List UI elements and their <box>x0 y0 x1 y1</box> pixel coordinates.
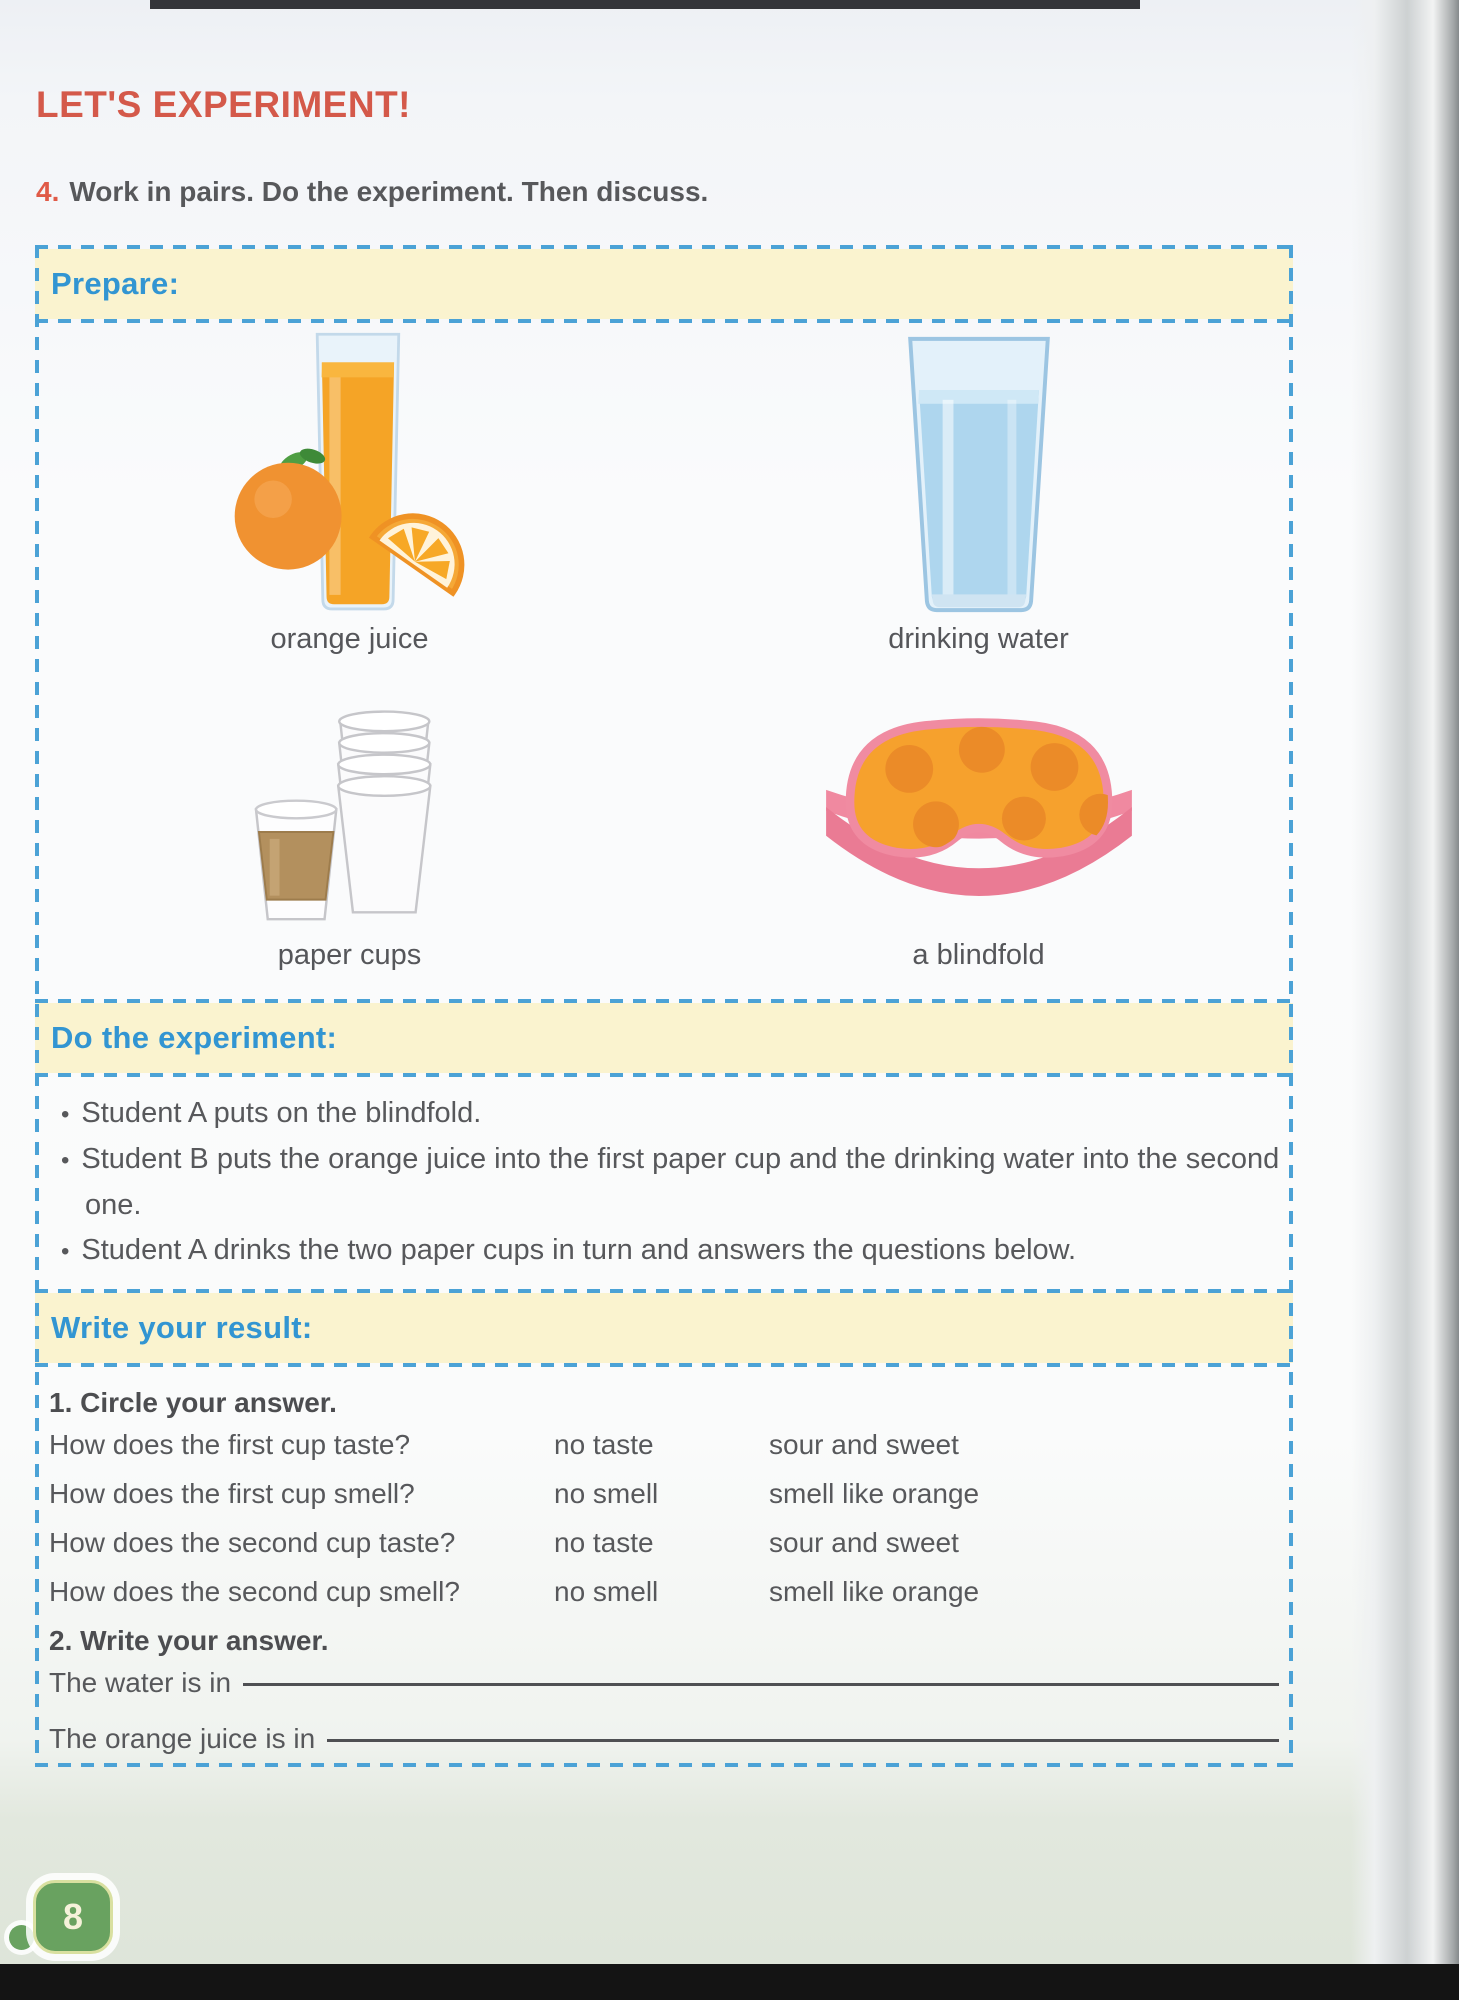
paper-cups-icon <box>220 692 480 927</box>
fill-in-prompt: The orange juice is in <box>49 1723 316 1754</box>
answer-option: smell like orange <box>769 1576 980 1607</box>
water-glass-icon <box>884 331 1074 616</box>
blindfold-illustration <box>814 702 1144 917</box>
answer-option: smell like orange <box>769 1478 980 1509</box>
orange-juice-icon <box>230 323 470 623</box>
scan-artifact-top <box>150 0 1140 9</box>
question-text: How does the first cup smell? <box>49 1478 415 1509</box>
exercise-instruction-text: Work in pairs. Do the experiment. Then discuss. <box>69 176 709 207</box>
prepare-heading: Prepare: <box>51 266 180 301</box>
exercise-number: 4. <box>36 176 60 207</box>
fill-in-row <box>49 1723 1279 1755</box>
do-experiment-header-band <box>35 1003 1293 1073</box>
water-glass-illustration <box>884 331 1074 616</box>
question-row <box>49 1478 1279 1510</box>
answer-option: no smell <box>554 1478 659 1509</box>
results-section <box>35 1367 1293 1763</box>
answer-option: no smell <box>554 1576 659 1607</box>
item-label-drinking-water: drinking water <box>888 623 1069 655</box>
write-result-heading: Write your result: <box>51 1310 313 1345</box>
scan-artifact-bottom <box>0 1964 1459 2000</box>
prepare-items-grid <box>35 323 1293 999</box>
fill-in-row <box>49 1667 1279 1699</box>
page-title: LET'S EXPERIMENT! <box>36 84 411 125</box>
answer-blank-line <box>327 1739 1279 1742</box>
fill-in-prompt: The water is in <box>49 1667 232 1698</box>
answer-option: sour and sweet <box>769 1527 959 1558</box>
question-row <box>49 1527 1279 1559</box>
page-curl-shadow <box>1351 0 1459 1964</box>
answer-option: sour and sweet <box>769 1429 959 1460</box>
item-label-orange-juice: orange juice <box>270 623 429 655</box>
dashed-border-left <box>35 245 39 1767</box>
task2-title: 2. Write your answer. <box>49 1625 329 1656</box>
step-item: • Student A drinks the two paper cups in turn and answers the questions below. <box>49 1228 1283 1274</box>
page-number-dot <box>9 1925 34 1950</box>
experiment-box <box>35 245 1293 1767</box>
do-experiment-heading: Do the experiment: <box>51 1020 338 1055</box>
dashed-border-bottom <box>35 1763 1293 1767</box>
answer-blank-line <box>243 1683 1279 1686</box>
prepare-header-band <box>35 249 1293 319</box>
paper-cups-illustration <box>220 692 480 927</box>
answer-option: no taste <box>554 1429 654 1460</box>
exercise-instruction <box>36 176 708 208</box>
dashed-border-right <box>1289 245 1293 1767</box>
question-row <box>49 1429 1279 1461</box>
question-text: How does the second cup taste? <box>49 1527 456 1558</box>
question-text: How does the first cup taste? <box>49 1429 411 1460</box>
item-label-paper-cups: paper cups <box>277 939 422 971</box>
task1-title: 1. Circle your answer. <box>49 1387 337 1418</box>
orange-juice-illustration <box>230 323 470 623</box>
step-item: • Student A puts on the blindfold. <box>49 1091 1283 1137</box>
step-item: • Student B puts the orange juice into the first paper cup and the drinking water into the second one. <box>49 1137 1283 1229</box>
page-number-badge: 8 <box>33 1880 113 1954</box>
question-row <box>49 1576 1279 1608</box>
item-label-blindfold: a blindfold <box>912 939 1045 971</box>
question-text: How does the second cup smell? <box>49 1576 460 1607</box>
experiment-steps <box>35 1077 1293 1289</box>
answer-option: no taste <box>554 1527 654 1558</box>
write-result-header-band <box>35 1293 1293 1363</box>
blindfold-icon <box>814 702 1144 917</box>
